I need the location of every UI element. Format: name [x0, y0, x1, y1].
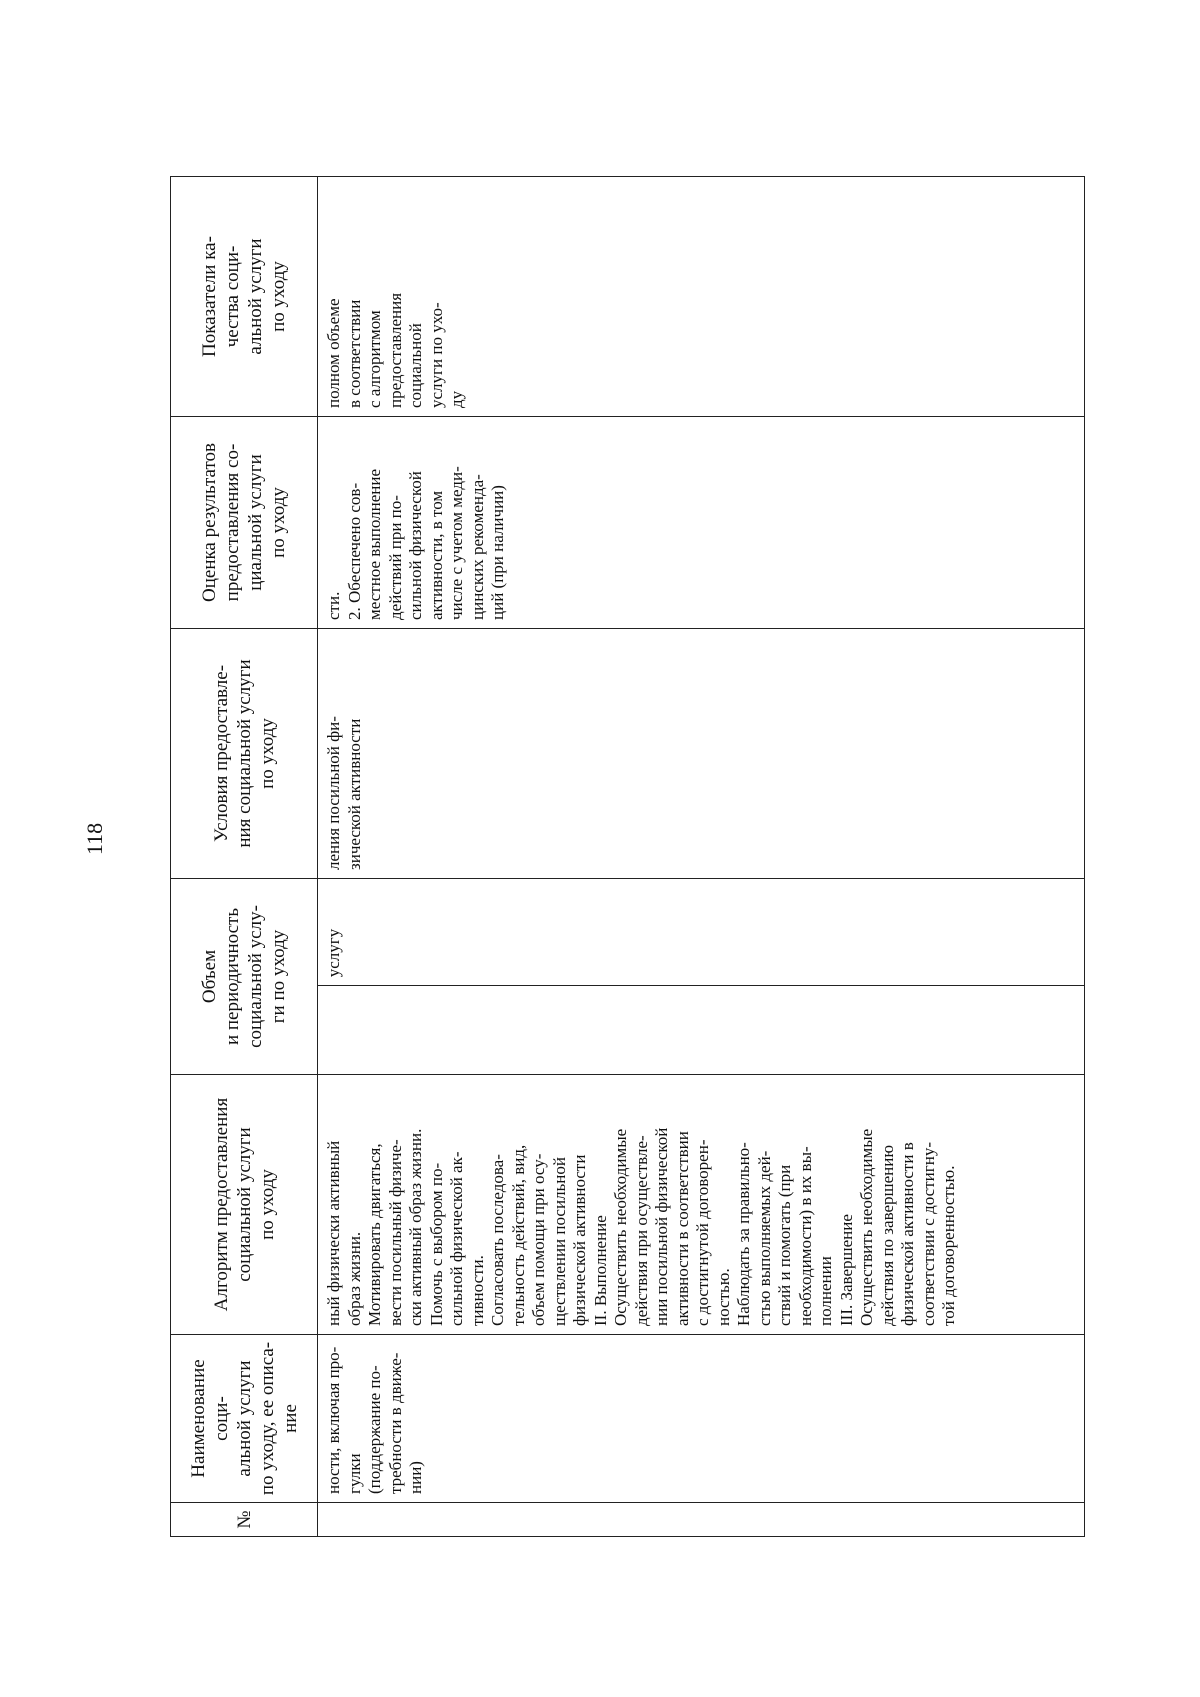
cell-volume-right: услугу [324, 928, 343, 978]
header-evaluation: Оценка результатов предоставления со- циальной услуги по уходу [171, 417, 318, 629]
header-conditions: Условия предоставле- ния социальной услуги по уходу [171, 629, 318, 879]
cell-evaluation: сти. 2. Обеспечено сов- местное выполнение действий при по- сильной физической активности, в том числе с учетом меди- цинских рекоменда- ций (при наличии) [318, 417, 1085, 629]
cell-name: ности, включая про- гулки (поддержание по- требности в движе- нии) [318, 1335, 1085, 1503]
rotated-table-wrapper [170, 177, 1085, 1537]
cell-num [318, 1503, 1085, 1537]
care-service-table [170, 176, 1085, 1537]
header-name: Наименование соци- альной услуги по уходу, ее описа- ние [171, 1335, 318, 1503]
cell-volume-left [318, 985, 1084, 1074]
table-row [318, 177, 1085, 1537]
cell-quality: полном объеме в соответствии с алгоритмом предоставления социальной услуги по ухо- ду [318, 177, 1085, 417]
table-header-row [171, 177, 318, 1537]
cell-conditions: ления посильной фи- зической активности [318, 629, 1085, 879]
header-algorithm: Алгоритм предоставления социальной услуги по уходу [171, 1075, 318, 1335]
page-number: 118 [82, 822, 107, 855]
header-num: № [171, 1503, 318, 1537]
header-quality: Показатели ка- чества соци- альной услуги по уходу [171, 177, 318, 417]
cell-volume [318, 879, 1085, 1075]
header-volume: Объем и периодичность социальной услу- ги по уходу [171, 879, 318, 1075]
cell-algorithm: ный физически активный образ жизни. Мотивировать двигаться, вести посильный физиче- ски активный образ жизни. Помочь с выбором по- сильной физической ак- тивности. Согласовать последова- тельность действий, вид, объем помощи при осу- ществлении посильной физической активности II. Выполнение Осуществить необходимые действия при осуществле- нии посильной физической активности в соответствии с достигнутой договорен- ностью. Наблюдать за правильно- стью выполняемых дей- ствий и помогать (при необходимости) в их вы- полнении III. Завершение Осуществить необходимые действия по завершению физической активности в соответствии с достигну- той договоренностью. [318, 1075, 1085, 1335]
